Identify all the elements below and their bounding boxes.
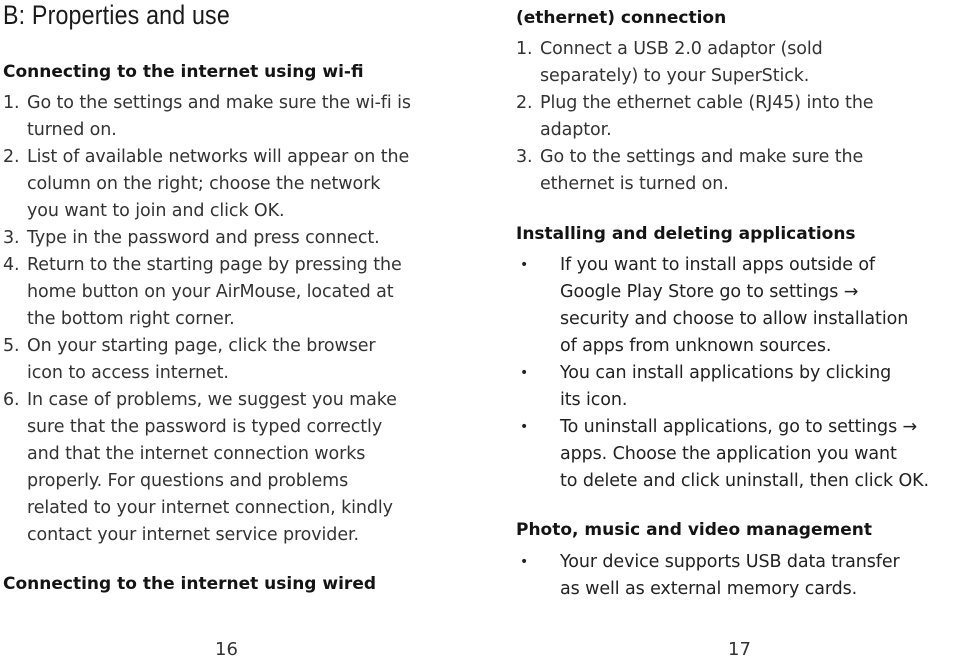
list-item xyxy=(3,225,463,252)
wired-heading-continued: (ethernet) connection xyxy=(516,8,727,28)
bullet-text-line: You can install applications by clicking xyxy=(560,363,892,383)
list-item xyxy=(516,144,956,198)
list-item xyxy=(516,36,956,90)
list-item xyxy=(3,333,463,387)
bullet-text-line: To uninstall applications, go to settings → xyxy=(560,417,918,437)
page-number-left: 16 xyxy=(215,639,238,660)
list-item-text-line: and that the internet connection works xyxy=(27,444,366,464)
bullet-text-line: to delete and click uninstall, then click OK. xyxy=(560,471,930,491)
bullet-text-line: security and choose to allow installation xyxy=(560,309,909,329)
page-number-right: 17 xyxy=(728,639,751,660)
list-item-number: 1. xyxy=(3,93,20,113)
bullet-item xyxy=(516,549,960,603)
list-item-text-line: sure that the password is typed correctly xyxy=(27,417,383,437)
media-bullet-list xyxy=(516,549,960,603)
bullet-item xyxy=(516,414,960,495)
bullet-text-line: its icon. xyxy=(560,390,628,410)
bullet-text-line: Google Play Store go to settings → xyxy=(560,282,859,302)
list-item-text-line: Plug the ethernet cable (RJ45) into the xyxy=(540,93,874,113)
wired-steps-list xyxy=(516,36,956,198)
wired-heading: Connecting to the internet using wired xyxy=(3,574,377,594)
list-item-text-line: Return to the starting page by pressing the xyxy=(27,255,402,275)
list-item xyxy=(516,90,956,144)
bullet-text-line: as well as external memory cards. xyxy=(560,579,858,599)
bullet-icon: • xyxy=(520,365,529,381)
list-item-number: 5. xyxy=(3,336,20,356)
list-item-text-line: Connect a USB 2.0 adaptor (sold xyxy=(540,39,823,59)
list-item-text-line: Go to the settings and make sure the wi-fi is xyxy=(27,93,411,113)
list-item-text-line: you want to join and click OK. xyxy=(27,201,285,221)
list-item-text-line: In case of problems, we suggest you make xyxy=(27,390,397,410)
bullet-item xyxy=(516,360,960,414)
list-item-text-line: properly. For questions and problems xyxy=(27,471,349,491)
bullet-text-line: Your device supports USB data transfer xyxy=(560,552,900,572)
list-item-text-line: ethernet is turned on. xyxy=(540,174,729,194)
wifi-heading: Connecting to the internet using wi-fi xyxy=(3,62,364,82)
list-item xyxy=(3,252,463,333)
list-item-text-line: contact your internet service provider. xyxy=(27,525,359,545)
page-title: B: Properties and use xyxy=(3,0,230,30)
bullet-icon: • xyxy=(520,257,529,273)
bullet-text-line: of apps from unknown sources. xyxy=(560,336,832,356)
bullet-icon: • xyxy=(520,554,529,570)
list-item-text-line: Go to the settings and make sure the xyxy=(540,147,864,167)
wifi-steps-list xyxy=(3,90,463,549)
bullet-text-line: apps. Choose the application you want xyxy=(560,444,897,464)
list-item xyxy=(3,90,463,144)
list-item-text-line: List of available networks will appear on the xyxy=(27,147,410,167)
list-item-text-line: the bottom right corner. xyxy=(27,309,235,329)
list-item xyxy=(3,387,463,549)
apps-bullet-list xyxy=(516,252,960,495)
media-heading: Photo, music and video management xyxy=(516,520,872,540)
list-item-number: 1. xyxy=(516,39,533,59)
list-item-number: 2. xyxy=(3,147,20,167)
list-item-number: 3. xyxy=(3,228,20,248)
list-item-number: 2. xyxy=(516,93,533,113)
list-item-number: 3. xyxy=(516,147,533,167)
list-item-text-line: related to your internet connection, kindly xyxy=(27,498,393,518)
list-item-text-line: On your starting page, click the browser xyxy=(27,336,376,356)
list-item-text-line: icon to access internet. xyxy=(27,363,229,383)
list-item-number: 4. xyxy=(3,255,20,275)
list-item-text-line: column on the right; choose the network xyxy=(27,174,381,194)
list-item-text-line: Type in the password and press connect. xyxy=(27,228,380,248)
list-item-text-line: home button on your AirMouse, located at xyxy=(27,282,394,302)
bullet-icon: • xyxy=(520,419,529,435)
bullet-text-line: If you want to install apps outside of xyxy=(560,255,875,275)
list-item xyxy=(3,144,463,225)
bullet-item xyxy=(516,252,960,360)
list-item-number: 6. xyxy=(3,390,20,410)
apps-heading: Installing and deleting applications xyxy=(516,224,856,244)
list-item-text-line: adaptor. xyxy=(540,120,612,140)
list-item-text-line: turned on. xyxy=(27,120,117,140)
list-item-text-line: separately) to your SuperStick. xyxy=(540,66,810,86)
